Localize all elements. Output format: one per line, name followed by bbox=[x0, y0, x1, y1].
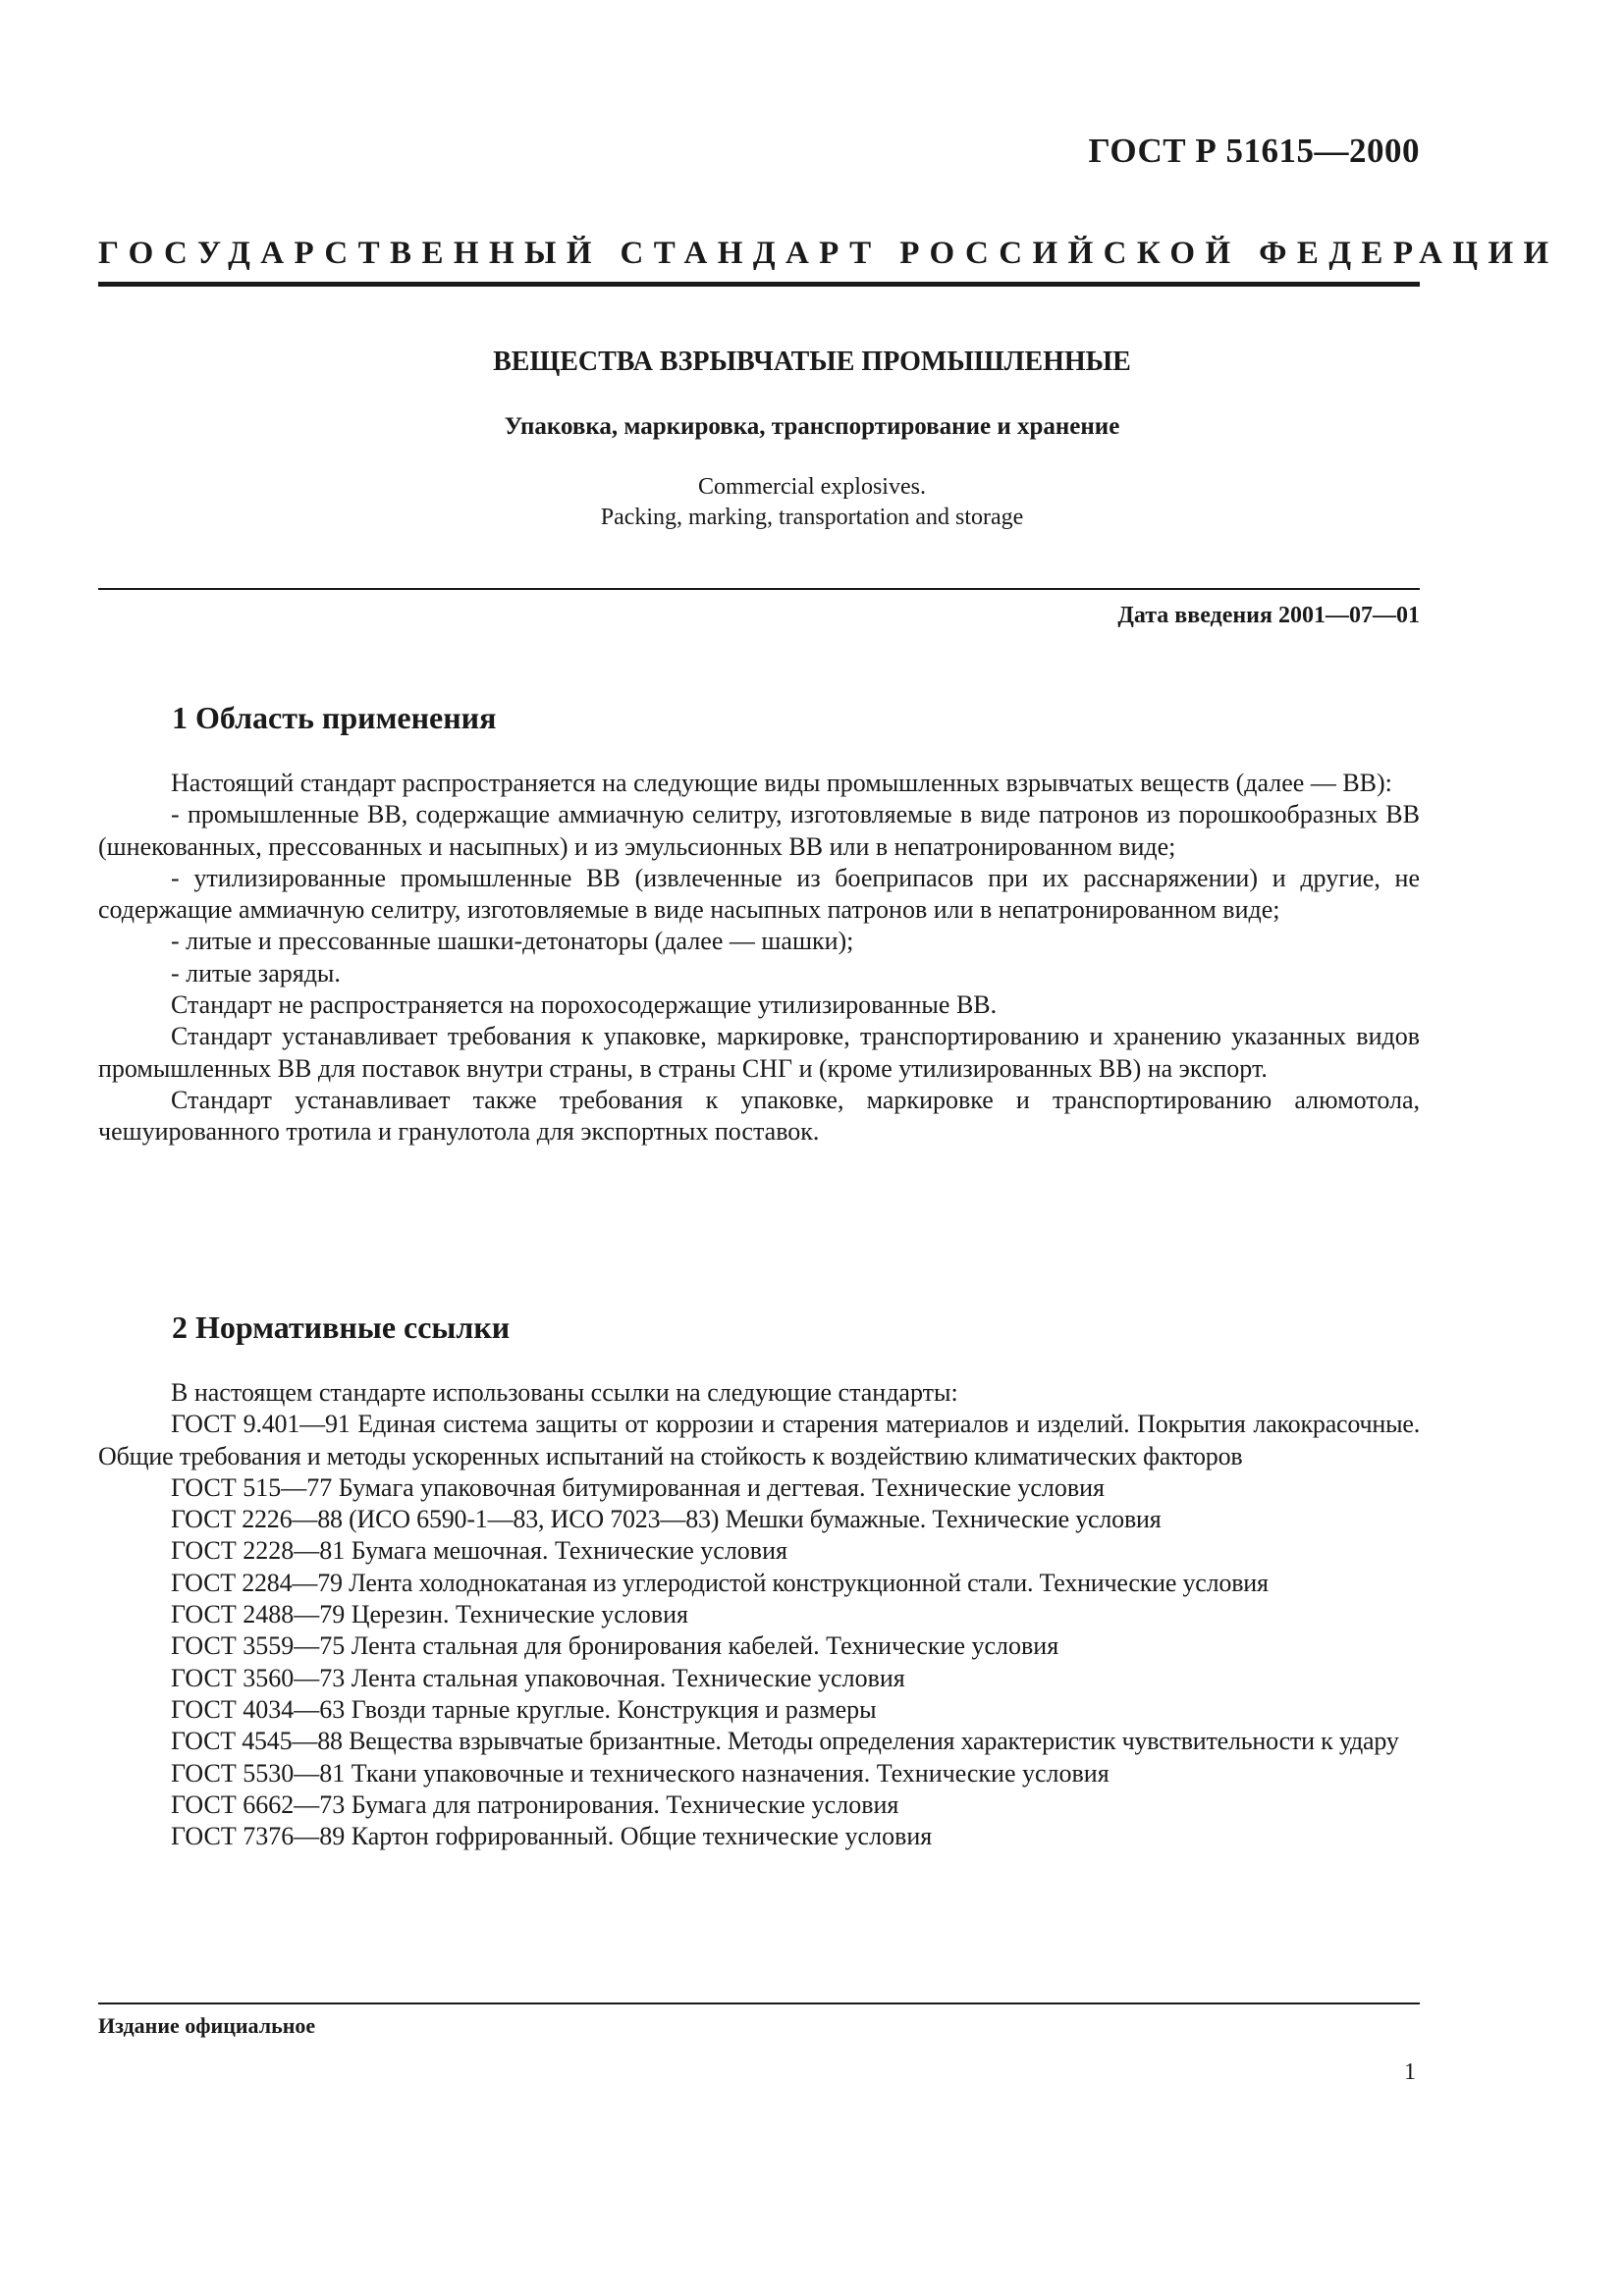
section-1-heading: 1 Область применения bbox=[172, 700, 497, 735]
reference-item: ГОСТ 2284—79 Лента холоднокатаная из углеродистой конструкционной стали. Технические условия bbox=[171, 1568, 1269, 1597]
paragraph: Стандарт не распространяется на порохосодержащие утилизированные ВВ. bbox=[171, 990, 998, 1020]
reference-item: ГОСТ 4034—63 Гвозди тарные круглые. Конструкция и размеры bbox=[171, 1694, 877, 1724]
reference-item: ГОСТ 7376—89 Картон гофрированный. Общие технические условия bbox=[171, 1822, 933, 1851]
reference-item: ГОСТ 2228—81 Бумага мешочная. Технические условия bbox=[171, 1536, 787, 1566]
english-title-line-1: Commercial explosives. bbox=[698, 474, 926, 500]
reference-item: ГОСТ 3560—73 Лента стальная упаковочная. Технические условия bbox=[171, 1663, 905, 1692]
edition-note: Издание официальное bbox=[98, 2013, 316, 2038]
state-standard-banner: ГОСУДАРСТВЕННЫЙ СТАНДАРТ РОССИЙСКОЙ ФЕДЕРАЦИИ bbox=[98, 236, 1559, 271]
title-rule bbox=[98, 588, 1420, 590]
section-1-body bbox=[98, 768, 1420, 1148]
reference-item: ГОСТ 4545—88 Вещества взрывчатые бризантные. Методы определения характеристик чувствительности к удару bbox=[171, 1727, 1399, 1756]
paragraph: В настоящем стандарте использованы ссылки на следующие стандарты: bbox=[171, 1378, 958, 1407]
english-title bbox=[0, 472, 1624, 533]
document-title: ВЕЩЕСТВА ВЗРЫВЧАТЫЕ ПРОМЫШЛЕННЫЕ bbox=[493, 347, 1131, 377]
english-title-line-2: Packing, marking, transportation and storage bbox=[600, 505, 1024, 530]
paragraph: - литые и прессованные шашки-детонаторы (далее — шашки); bbox=[171, 927, 854, 956]
paragraph: Настоящий стандарт распространяется на следующие виды промышленных взрывчатых веществ (далее — ВВ): bbox=[171, 769, 1392, 797]
header-rule bbox=[98, 282, 1420, 287]
reference-item: ГОСТ 515—77 Бумага упаковочная битумированная и дегтевая. Технические условия bbox=[171, 1472, 1105, 1502]
reference-item: ГОСТ 2226—88 (ИСО 6590-1—83, ИСО 7023—83) Мешки бумажные. Технические условия bbox=[171, 1505, 1162, 1534]
page-number: 1 bbox=[1404, 2059, 1416, 2085]
paragraph: - промышленные ВВ, содержащие аммиачную селитру, изготовляемые в виде патронов из порошкообразных ВВ (шнекованных, прессованных и насыпных) и из эмульсионных ВВ или в непатронированном виде; bbox=[98, 800, 1420, 861]
paragraph: - литые заряды. bbox=[171, 958, 341, 988]
document-subtitle: Упаковка, маркировка, транспортирование и хранение bbox=[504, 413, 1120, 440]
paragraph: - утилизированные промышленные ВВ (извлеченные из боеприпасов при их расснаряжении) и другие, не содержащие аммиачную селитру, изготовляемые в виде насыпных патронов или в непатронированном виде; bbox=[98, 863, 1420, 925]
reference-item: ГОСТ 6662—73 Бумага для патронирования. Технические условия bbox=[171, 1789, 899, 1819]
reference-item: ГОСТ 5530—81 Ткани упаковочные и технического назначения. Технические условия bbox=[171, 1758, 1110, 1788]
reference-item: ГОСТ 3559—75 Лента стальная для бронирования кабелей. Технические условия bbox=[171, 1631, 1059, 1661]
introduction-date: Дата введения 2001—07—01 bbox=[1117, 603, 1420, 628]
footer-rule bbox=[98, 2002, 1420, 2004]
section-2-body bbox=[98, 1377, 1420, 1852]
paragraph: Стандарт устанавливает также требования к упаковке, маркировке и транспортированию алюмотола, чешуированного тротила и гранулотола для экспортных поставок. bbox=[98, 1085, 1420, 1147]
document-number: ГОСТ Р 51615—2000 bbox=[1088, 132, 1420, 170]
paragraph: Стандарт устанавливает требования к упаковке, маркировке, транспортированию и хранению указанных видов промышленных ВВ для поставок внутри страны, в страны СНГ и (кроме утилизированных ВВ) на экспорт. bbox=[98, 1022, 1420, 1083]
reference-item: ГОСТ 2488—79 Церезин. Технические условия bbox=[171, 1600, 688, 1629]
section-2-heading: 2 Нормативные ссылки bbox=[172, 1309, 511, 1345]
reference-item: ГОСТ 9.401—91 Единая система защиты от коррозии и старения материалов и изделий. Покрытия лакокрасочные. Общие требования и методы ускоренных испытаний на стойкость к воздействию климатических факторов bbox=[98, 1410, 1420, 1470]
